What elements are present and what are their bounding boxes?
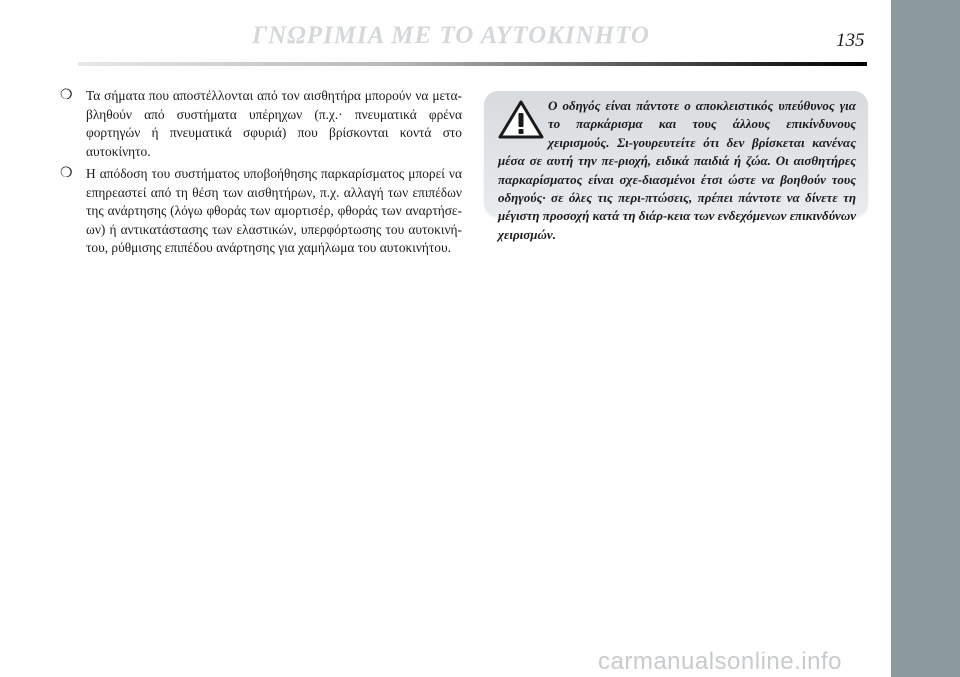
bullet-circle-icon: ❍ [60, 166, 73, 181]
warning-message: Ο οδηγός είναι πάντοτε ο αποκλειστικός υπεύθυνος για το παρκάρισμα και τους άλλους επικίνδυνους χειρισμούς. Σι-γουρευτείτε ότι δεν βρίσκεται κανένας μέσα σε αυτή την πε-ριοχή, ειδικά παιδιά ή ζώα. Οι αισθητήρες παρκαρίσματος είναι σχε-διασμένοι έτσι ώστε να βοηθούν τους οδηγούς· σε όλες τις περι-πτώσεις, πρέπει πάντοτε να δίνετε τη μέγιστη προσοχή κατά τη διάρ-κεια των ενδεχόμενων επικινδύνων χειρισμών. [498, 98, 856, 242]
bullet-item [60, 87, 462, 161]
page-header-title: ΓΝΩΡΙΜΙΑ ΜΕ ΤΟ ΑΥΤΟΚΙΝΗΤΟ [252, 22, 650, 49]
watermark: carmanualsonline.info [598, 648, 842, 675]
bullet-text: Η απόδοση του συστήματος υποβοήθησης παρκαρίσματος μπορεί να επηρεαστεί από τη θέση των αισθητήρων, π.χ. αλλαγή των επιπέδων της ανάρτησης (λόγω φθοράς των αμορτισέρ, φθοράς των αναρτήσε-ων) ή αντικατάστασης των ελαστικών, υπερφόρτωσης του αυτοκινή-του, ρύθμισης επιπέδου ανάρτησης για χαμήλωμα του αυτοκινήτου. [86, 166, 462, 255]
body-text-column [60, 87, 462, 262]
header-divider [78, 62, 867, 66]
warning-box [484, 91, 868, 242]
warning-text [498, 97, 856, 244]
bullet-text: Τα σήματα που αποστέλλονται από τον αισθητήρα μπορούν να μετα-βληθούν από συστήματα υπέρηχων (π.χ.· πνευματικά φρένα φορτηγών ή πνευματικά σφυριά) που βρίσκονται κοντά στο αυτοκίνητο. [86, 88, 462, 159]
chapter-side-tab [891, 0, 960, 677]
bullet-item [60, 165, 462, 258]
page-number: 135 [836, 30, 865, 51]
bullet-circle-icon: ❍ [60, 88, 73, 103]
